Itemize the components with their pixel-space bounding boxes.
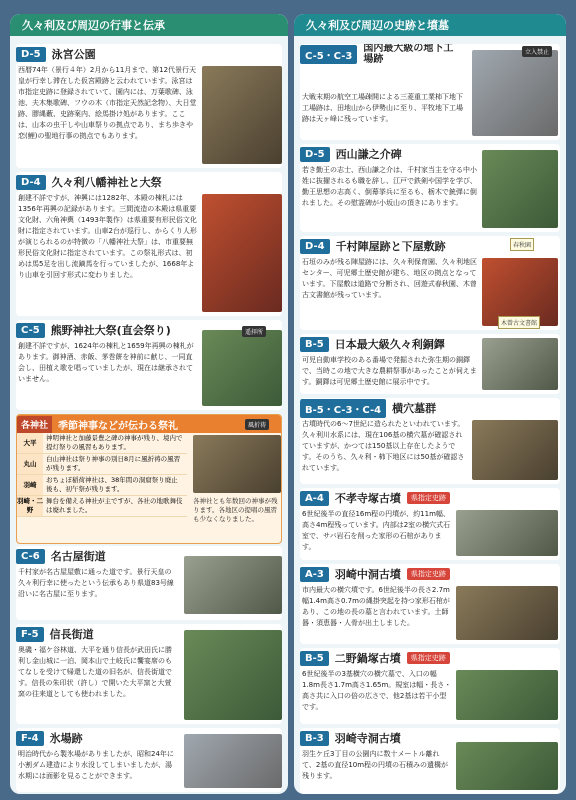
section-d5-kukurinomiya [16,44,282,168]
tomb-photo [456,670,558,720]
photo-caption: 春秋園 [510,238,534,251]
festival-float-photo [202,194,282,312]
section-code: C-5 [16,323,45,338]
section-title: 名古屋街道 [50,550,106,563]
section-b5-dotaku [300,334,560,394]
festival-row: 丸山 白山神社は祭り神事の別日8月に風折祷の風習が残ります。 [17,454,187,475]
monument-photo [482,150,558,228]
section-title: 千村陣屋跡と下屋敷跡 [335,240,446,253]
section-body: 奥磯・福ケ谷林道、大平を通り信長が武田氏に勝利し金山城に一泊、岡本山で土岐氏に饗宴席のもてなしを受けて帰還した道の旧名が、信長街道です。信長の朱印状（許し）で開いた大平窯と大萱窯の往来道としても使われました。 [18,646,172,698]
section-yokoana [300,398,560,484]
road-photo [184,630,282,720]
shrine-photo [202,66,282,164]
festival-title: 季節神事などが伝わる祭礼 [58,420,179,432]
section-code: B-5 [300,337,329,352]
section-code: D-4 [16,175,46,190]
section-body: 可児自動車学校のある番場で発掘された弥生期の銅鐸で、当時この地で大きな農耕祭事があったことが伺えます。銅鐸は可児郷土歴史館に展示中です。 [302,356,477,386]
designation-badge: 県指定史跡 [407,492,450,504]
section-code: D-5 [16,47,46,62]
dam-photo [184,734,282,788]
festival-table [17,433,187,517]
shrine-photo [202,330,282,406]
section-title: 不孝寺塚古墳 [334,492,401,505]
tomb-photo [472,420,558,480]
section-a4-fukoji [300,488,560,560]
section-title: 信長街道 [49,628,94,641]
section-c5-kumano [16,320,282,410]
photo-caption: 木曾古文書館 [498,316,540,329]
section-f4-ice-site [16,728,282,792]
festival-box [16,414,282,544]
section-title: 横穴墓群 [392,402,437,415]
festival-photo [193,435,281,493]
tomb-photo [456,742,558,790]
road-photo [184,556,282,614]
designation-badge: 県指定史跡 [407,652,450,664]
section-code: D-5 [300,147,330,162]
section-body: 創建不詳ですが、神興には1282年、本殿の棟札には1356年再興の記録があります。三間流造の本殿は県重要文化財、六角神輿（1493年製作）は県重要有形民俗文化財に指定されています。山車2台が巡行し、からくり人形が演じられるのが特徴の「八幡神社大祭」は、市重要無形民俗文化財に指定されています。この祭礼形式は、初めは馬5足を出し流鏑馬を行っていましたが、1668年より山車を引回す形式に変わりました。 [18,194,197,279]
section-code: B-5・C-3・C-4 [300,399,386,418]
section-code: D-4 [300,239,330,254]
bell-photo [482,338,558,390]
section-code: B-5 [300,651,329,666]
section-title: 二野鍋塚古墳 [334,652,401,665]
section-title: 羽崎寺洞古墳 [334,732,401,745]
no-entry-badge: 立入禁止 [522,46,552,57]
section-code: B-3 [300,731,329,746]
section-title: 泳宮公園 [51,48,96,61]
section-code: C-6 [16,549,45,564]
festival-row: 羽崎 おちょぼ稲荷神社は、38年間の洞窟祭り廃止後も、初午祭が残ります。 [17,475,187,496]
right-column [294,14,566,794]
section-body: 西暦74年（景行４年）2月から11月まで、第12代景行天皇が行幸し滞在した仮宮殿跡と云われています。泳宮は市指定史跡に登録されていて、園内には、万葉歌碑、泳池、夫木集歌碑、フウの木（市指定天然記念物）、大日堂跡、膠縄藪、史跡案内、絵馬掛け処があります。ここは、山本の虫干しや山車祭りの拠点であり、まち歩きや恋(鯉)の聖地行事の拠点でもあります。 [18,66,197,140]
section-title: 熊野神社大祭(直会祭り) [50,324,171,337]
section-body: 古墳時代の6〜7世紀に造られたといわれています。久々利川水系には、現在106基の横穴墓が確認されていますが、かつては150基以上存在したようです。そのうち、久々利・柿下地区には50基が確認されています。 [302,420,465,472]
section-body: 6世紀後半の3基横穴の横穴墓で、入口の幅1.8m長さ1.7m高さ1.65m。規室は幅・長さ・高さ共に入口の倍の広さで、他2基は若干小型です。 [302,670,452,711]
festival-row: 大平 神明神社と加藤景豊之碑の神事が残り、境内で提灯祭りの風習もあります。 [17,433,187,454]
section-title: 国内最大級の地下工場跡 [363,44,454,65]
designation-badge: 県指定史跡 [407,568,450,580]
section-f5-nobunaga-road [16,624,282,724]
section-body: 創建不詳ですが、1624年の棟札と1659年再興の棟札があります。御神酒、赤飯、茅巻餅を神前に献じ、一同直会し、田植え歌を唱っていましたが、現在は継承されていません。 [18,342,194,383]
tomb-photo [456,586,558,640]
section-c6-nagoya-road [16,546,282,620]
festival-note: 各神社とも年数回の神事が残ります。各地区の提唱の風習も少なくなりました。 [193,497,278,523]
section-body: 石垣のみが残る陣屋跡には、久々利保育園、久々利地区センター、可児郷土歴史館が建ち、地区の拠点となっています。下屋敷は道路で分断され、回遊式春秋園、木曾古文書館が残っています。 [302,258,477,299]
section-body: 明治時代から製氷場がありましたが、昭和24年に小割ダム建造により水没してしまいましたが、湯水期には面影を見ることができます。 [18,750,174,780]
left-column-header: 久々利及び周辺の行事と伝承 [10,14,288,36]
section-body: 若き勤王の志士、西山謙之介は、千村家当主を守る中小姓に抜擢されるも職を辞し、江戸で鉄剣や国学を学び、勤王思想の志高く、倒幕挙兵に至るも、栃木で銃弾に倒れました。その慰霊碑が小坂山の頂きにあります。 [302,166,477,207]
section-b3-hazaki-terabora [300,728,560,794]
left-column [10,14,288,794]
section-code: C-5・C-3 [300,45,357,64]
section-body: 羽生ケ丘3丁目の公園内に数十メートル離れて、2基の直径10m程の円墳の石積みの遺構が残ります。 [302,750,449,780]
section-d4-chimura [300,236,560,330]
section-body: 大戦末期の航空工場疎開による三菱重工業柿下地下工場跡は、田地山から伊勢山に至り、平牧地下工場跡は天ヶ峰に残っています。 [302,93,463,123]
tomb-photo [456,510,558,556]
festival-tag: 各神社 [17,416,52,433]
section-title: 日本最大級久々利銅鐸 [334,338,445,351]
tunnel-photo [472,50,558,136]
section-code: A-4 [300,491,329,506]
section-code: F-5 [16,627,44,642]
section-code: F-4 [16,731,44,746]
section-title: 羽崎中洞古墳 [334,568,401,581]
section-a3-hazaki-nakabora [300,564,560,644]
section-d4-hachiman [16,172,282,316]
section-body: 市内最大の横穴墳です。6世紀後半の長さ2.7m幅1.4m高さ0.7mの縄掛突起を持つ家形石棺があり、この地の長の墓と言われています。土師器・須恵器・人骨が出土しました。 [302,586,450,627]
section-d5-nishiyama [300,144,560,232]
photo-caption: 風折祷 [245,419,269,430]
section-title: 久々利八幡神社と大祭 [51,176,162,189]
section-title: 氷場跡 [49,732,83,745]
photo-caption: 遥拝所 [242,326,266,337]
section-title: 西山謙之介碑 [335,148,402,161]
section-code: A-3 [300,567,329,582]
festival-row: 羽崎・二野 舞台を備える神社が主ですが、各社の地歌舞伎は廃れました。 [17,496,187,517]
right-column-header: 久々利及び周辺の史跡と墳墓 [294,14,566,36]
section-b5-nino-nabezuka [300,648,560,724]
section-body: 6世紀後半の直径16m程の円墳が、約11m幅、高さ4m程残っています。内部は2室の横穴式石室で、サバ岩石を削った家形の石棺があります。 [302,510,451,551]
section-underground-factory [300,44,560,140]
section-body: 千村家が名古屋屋敷に通った道です。景行天皇の久々利行幸に使ったという伝承もあり県道83号線沿いに名古屋に至ります。 [18,568,174,598]
